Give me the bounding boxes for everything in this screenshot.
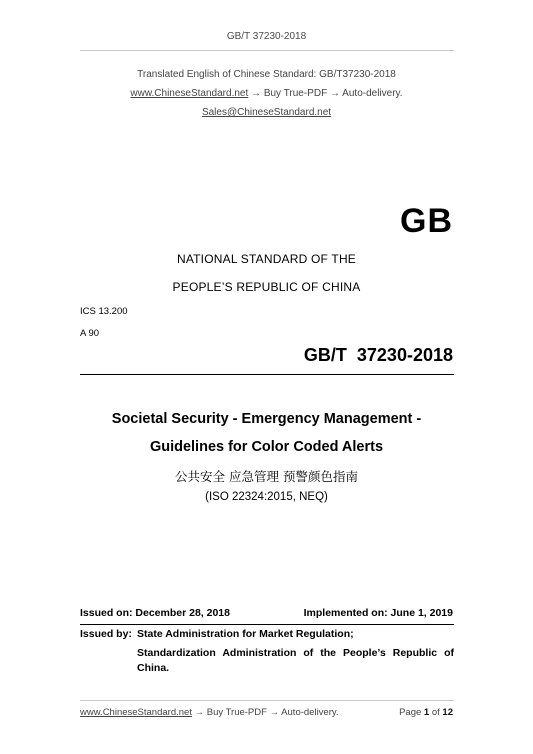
page-total: 12: [442, 707, 453, 718]
running-header: GB/T 37230-2018: [226, 31, 307, 42]
translation-notice: Translated English of Chinese Standard: GB/T37230-2018: [137, 69, 396, 80]
title-line-2: Guidelines for Color Coded Alerts: [149, 439, 384, 455]
implemented-on-date: Implemented on: June 1, 2019: [303, 607, 453, 619]
issuer-second: Standardization Administration of the People’s Republic of China.: [137, 647, 454, 674]
footer-purchase-line: [80, 707, 339, 718]
header-divider: [80, 50, 454, 51]
national-standard-line-2: PEOPLE’S REPUBLIC OF CHINA: [172, 280, 361, 294]
page-current: 1: [423, 707, 430, 718]
issued-on-date: Issued on: December 28, 2018: [80, 607, 230, 619]
ics-code: ICS 13.200: [80, 306, 128, 317]
national-standard-line-1: NATIONAL STANDARD OF THE: [176, 252, 357, 266]
dates-divider: [80, 624, 454, 625]
site-link[interactable]: www.ChineseStandard.net: [130, 88, 249, 99]
footer-divider: [80, 700, 454, 701]
footer-buy-text: → Buy True-PDF → Auto-delivery.: [194, 707, 339, 718]
email-link[interactable]: Sales@ChineseStandard.net: [201, 107, 332, 118]
ccs-code: A 90: [80, 328, 100, 339]
page-indicator: [399, 707, 453, 718]
title-line-1: Societal Security - Emergency Management -: [111, 411, 422, 427]
gb-logo-mark: GB: [400, 202, 453, 240]
footer-site-link[interactable]: www.ChineseStandard.net: [80, 707, 192, 718]
purchase-line: [0, 88, 533, 99]
title-divider: [80, 374, 454, 375]
issued-by-label: Issued by:: [80, 628, 132, 640]
chinese-title: 公共安全 应急管理 预警颜色指南: [175, 469, 358, 484]
iso-reference: (ISO 22324:2015, NEQ): [205, 491, 328, 503]
standard-number: GB/T 37230-2018: [303, 345, 453, 365]
page-of-word: of: [431, 707, 440, 718]
email-line: [0, 107, 533, 118]
issuer-first: State Administration for Market Regulation;: [137, 628, 354, 640]
page-word: Page: [399, 707, 422, 718]
buy-text: → Buy True-PDF → Auto-delivery.: [251, 88, 403, 99]
